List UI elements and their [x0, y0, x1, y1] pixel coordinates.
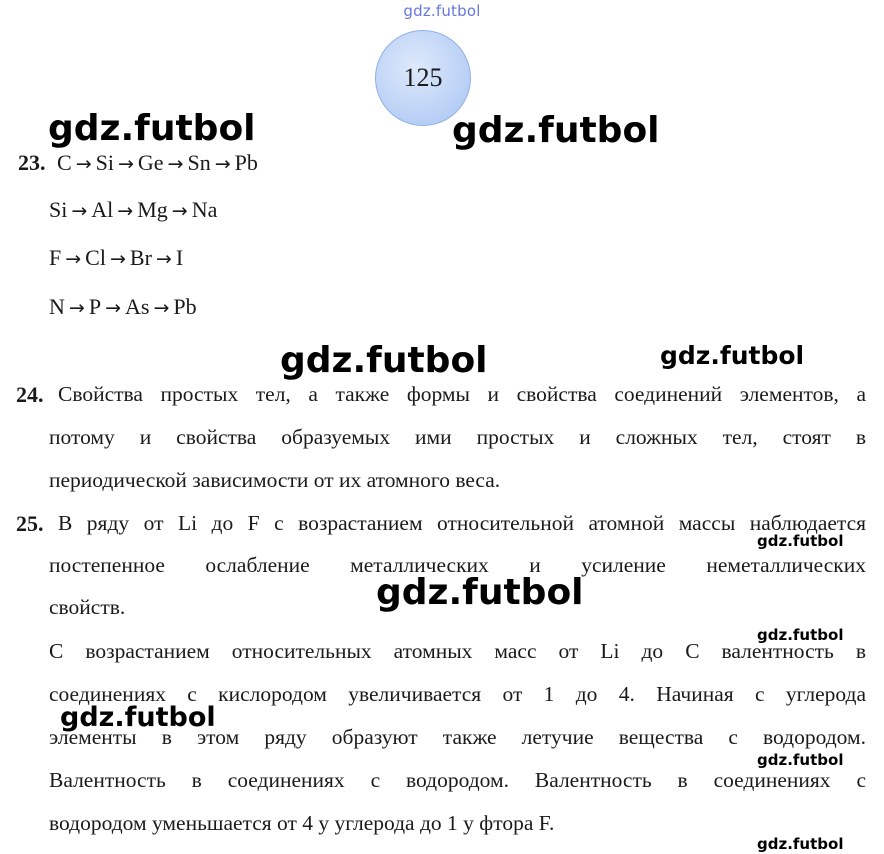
- element-symbol: C: [57, 150, 72, 175]
- element-symbol: Cl: [85, 245, 106, 270]
- element-symbol: F: [49, 245, 62, 270]
- arrow-icon: →: [71, 200, 88, 222]
- q25-line-5: соединениях с кислородом увеличивается от 1 до 4. Начиная с углерода: [49, 682, 866, 706]
- q25-line-6: элементы в этом ряду образуют также летучие вещества с водородом.: [49, 725, 866, 749]
- element-symbol: Sn: [187, 150, 211, 175]
- watermark: gdz.futbol: [757, 532, 844, 550]
- watermark: gdz.futbol: [757, 751, 844, 769]
- q24-number: 24.: [16, 382, 44, 407]
- page-number: 125: [403, 63, 443, 92]
- element-symbol: Mg: [137, 197, 168, 222]
- watermark: gdz.futbol: [48, 108, 256, 149]
- element-symbol: Br: [129, 245, 152, 270]
- q25-line-2: постепенное ослабление металлических и усиление неметаллических: [49, 553, 866, 577]
- q23-number: 23.: [18, 150, 46, 175]
- arrow-icon: →: [65, 248, 82, 270]
- top-watermark: gdz.futbol: [403, 2, 481, 20]
- q24-line-1: Свойства простых тел, а также формы и свойства соединений элементов, а: [58, 382, 866, 406]
- q25-line-7: Валентность в соединениях с водородом. Валентность в соединениях с: [49, 768, 866, 792]
- arrow-icon: →: [171, 200, 188, 222]
- q24-line-2: потому и свойства образуемых ими простых и сложных тел, стоят в: [49, 425, 866, 449]
- element-symbol: Si: [95, 150, 114, 175]
- element-symbol: Pb: [173, 294, 197, 319]
- watermark: gdz.futbol: [757, 835, 844, 853]
- element-symbol: Ge: [137, 150, 164, 175]
- q25-line-4: С возрастанием относительных атомных масс от Li до С валентность в: [49, 639, 866, 663]
- q25-line-1: В ряду от Li до F с возрастанием относительной атомной массы наблюдается: [58, 511, 866, 535]
- arrow-icon: →: [68, 297, 85, 319]
- watermark: gdz.futbol: [280, 340, 488, 381]
- element-symbol: I: [175, 245, 184, 270]
- q25-number: 25.: [16, 511, 44, 536]
- element-symbol: N: [49, 294, 65, 319]
- arrow-icon: →: [167, 153, 184, 175]
- element-symbol: As: [124, 294, 150, 319]
- q24-line-3: периодической зависимости от их атомного веса.: [49, 468, 501, 492]
- watermark: gdz.futbol: [757, 626, 844, 644]
- arrow-icon: →: [75, 153, 92, 175]
- element-symbol: Na: [191, 197, 218, 222]
- watermark: gdz.futbol: [60, 702, 216, 733]
- arrow-icon: →: [153, 297, 170, 319]
- q23-row-4: [49, 294, 197, 320]
- q23-row-2: [49, 197, 217, 223]
- arrow-icon: →: [117, 153, 134, 175]
- element-symbol: Al: [91, 197, 114, 222]
- arrow-icon: →: [214, 153, 231, 175]
- arrow-icon: →: [117, 200, 134, 222]
- q23-row-3: [49, 245, 183, 271]
- q23-row-1: [18, 150, 258, 176]
- q25-line-8: водородом уменьшается от 4 у углерода до 1 у фтора F.: [49, 811, 555, 835]
- element-symbol: P: [88, 294, 102, 319]
- watermark: gdz.futbol: [452, 110, 660, 151]
- watermark: gdz.futbol: [660, 341, 805, 370]
- element-symbol: Si: [49, 197, 68, 222]
- arrow-icon: →: [105, 297, 121, 319]
- arrow-icon: →: [155, 248, 172, 270]
- arrow-icon: →: [109, 248, 126, 270]
- element-symbol: Pb: [234, 150, 258, 175]
- watermark: gdz.futbol: [376, 572, 584, 613]
- q25-line-3: свойств.: [49, 595, 126, 619]
